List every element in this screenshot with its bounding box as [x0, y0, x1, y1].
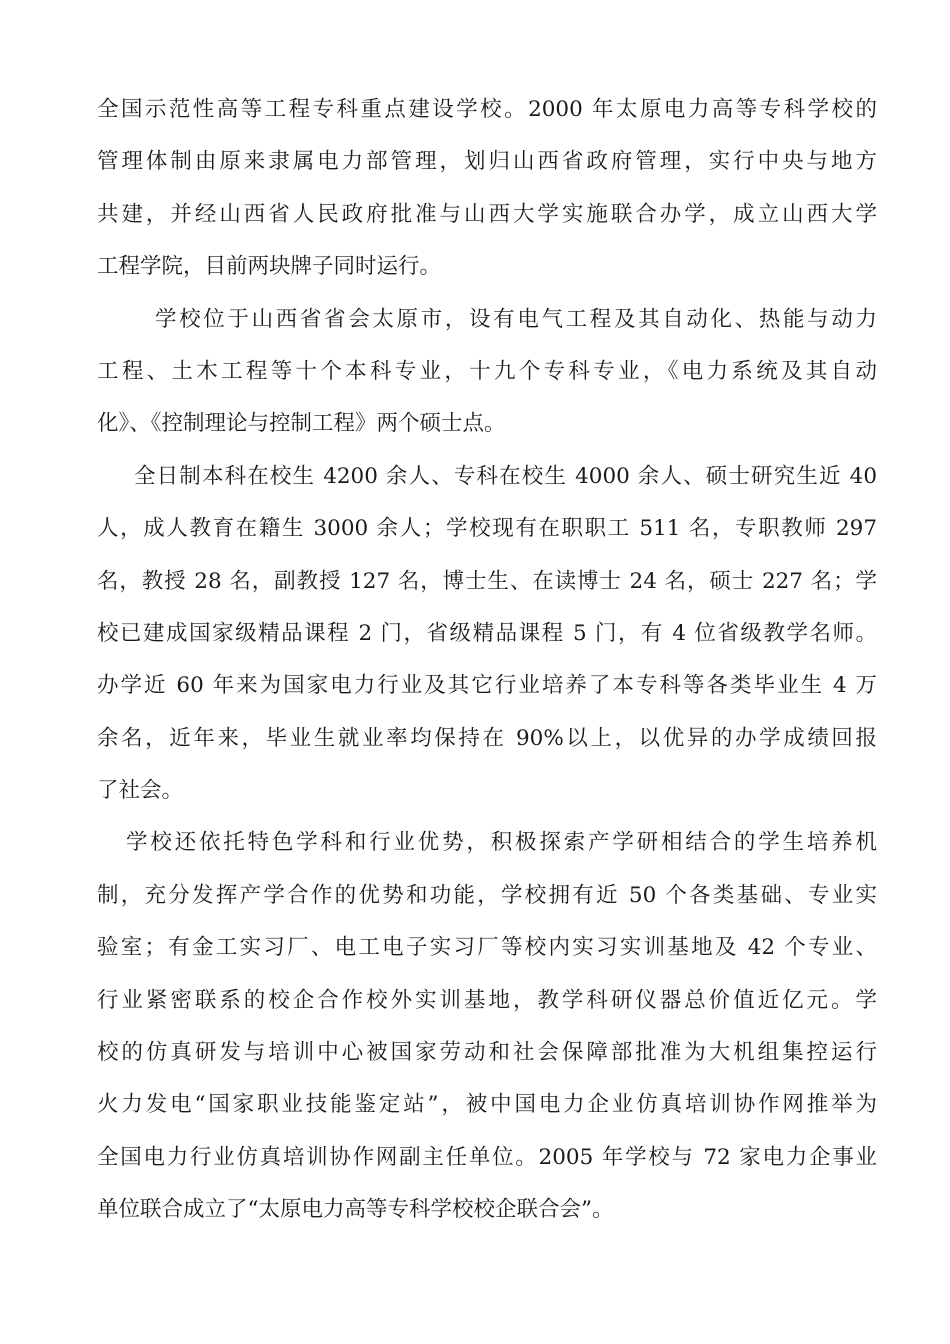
text-line: 全国电力行业仿真培训协作网副主任单位。2005 年学校与 72 家电力企事业: [97, 1144, 877, 1170]
paragraph-4: [97, 817, 877, 1236]
text-line: 校的仿真研发与培训中心被国家劳动和社会保障部批准为大机组集控运行: [97, 1040, 877, 1066]
text-line: 火力发电“国家职业技能鉴定站”，被中国电力企业仿真培训协作网推举为: [97, 1092, 877, 1118]
text-line: 全国示范性高等工程专科重点建设学校。2000 年太原电力高等专科学校的: [97, 97, 877, 122]
text-line: 制，充分发挥产学合作的优势和功能，学校拥有近 50 个各类基础、专业实: [97, 882, 877, 908]
text-line: 单位联合成立了“太原电力高等专科学校校企联合会”。: [97, 1197, 614, 1223]
text-line: 行业紧密联系的校企合作校外实训基地，教学科研仪器总价值近亿元。学: [97, 987, 877, 1013]
document-body: [97, 84, 877, 1237]
text-line: 管理体制由原来隶属电力部管理，划归山西省政府管理，实行中央与地方: [97, 149, 877, 175]
text-line: 学校位于山西省省会太原市，设有电气工程及其自动化、热能与动力: [155, 306, 877, 332]
text-line: 验室；有金工实习厂、电工电子实习厂等校内实习实训基地及 42 个专业、: [97, 935, 877, 961]
paragraph-2: [97, 294, 877, 451]
text-line: 名，教授 28 名，副教授 127 名，博士生、在读博士 24 名，硕士 227 名；学: [97, 568, 877, 594]
text-line: 了社会。: [97, 778, 184, 804]
paragraph-1: [97, 84, 877, 294]
text-line: 全日制本科在校生 4200 余人、专科在校生 4000 余人、硕士研究生近 40: [134, 463, 877, 489]
text-line: 人，成人教育在籍生 3000 余人；学校现有在职职工 511 名，专职教师 297: [97, 516, 877, 542]
paragraph-3: [97, 451, 877, 818]
text-line: 工程、土木工程等十个本科专业，十九个专科专业，《电力系统及其自动: [97, 358, 877, 384]
text-line: 校已建成国家级精品课程 2 门，省级精品课程 5 门，有 4 位省级教学名师。: [97, 620, 877, 646]
text-line: 学校还依托特色学科和行业优势，积极探索产学研相结合的学生培养机: [126, 830, 877, 856]
text-line: 化》、《控制理论与控制工程》两个硕士点。: [97, 411, 506, 437]
text-line: 共建，并经山西省人民政府批准与山西大学实施联合办学，成立山西大学: [97, 201, 877, 227]
text-line: 办学近 60 年来为国家电力行业及其它行业培养了本专科等各类毕业生 4 万: [97, 673, 877, 699]
text-line: 工程学院，目前两块牌子同时运行。: [97, 254, 442, 280]
text-line: 余名，近年来，毕业生就业率均保持在 90%以上，以优异的办学成绩回报: [97, 725, 877, 751]
